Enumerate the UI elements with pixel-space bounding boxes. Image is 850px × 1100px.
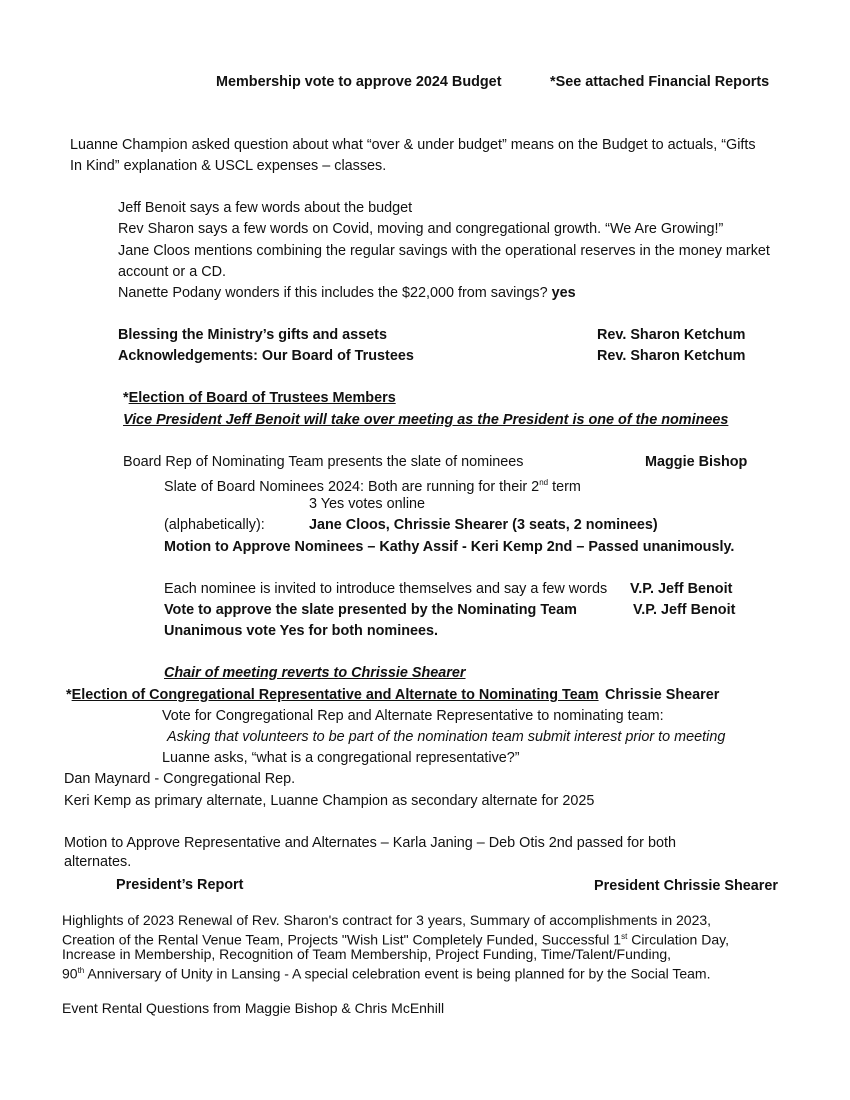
luanne-question: Luanne asks, “what is a congregational representative?”	[162, 750, 520, 766]
document-title: Membership vote to approve 2024 Budget	[216, 74, 502, 90]
budget-comment-sharon: Rev Sharon says a few words on Covid, moving and congregational growth. “We Are Growing!”	[118, 221, 724, 237]
agenda-item-blessing: Blessing the Ministry’s gifts and assets	[118, 327, 387, 343]
nominating-rep-line: Board Rep of Nominating Team presents the slate of nominees	[123, 454, 524, 470]
nominating-rep-name: Maggie Bishop	[645, 454, 748, 470]
slate-vote-line: Vote to approve the slate presented by the Nominating Team	[164, 602, 577, 618]
nominee-intro-line: Each nominee is invited to introduce themselves and say a few words	[164, 581, 608, 597]
slate-line: Slate of Board Nominees 2024: Both are running for their 2nd term	[164, 478, 581, 495]
congregational-rep: Dan Maynard - Congregational Rep.	[64, 771, 296, 787]
rep-election-heading: *Election of Congregational Representative and Alternate to Nominating Team	[66, 687, 599, 703]
presidents-report-heading: President’s Report	[116, 877, 244, 893]
online-votes: 3 Yes votes online	[309, 496, 426, 512]
budget-comment-nanette: Nanette Podany wonders if this includes the $22,000 from savings? yes	[118, 285, 576, 301]
slate-vote-result: Unanimous vote Yes for both nominees.	[164, 623, 439, 639]
agenda-person-acknowledgements: Rev. Sharon Ketchum	[597, 348, 746, 364]
alternates-line: Keri Kemp as primary alternate, Luanne Champion as secondary alternate for 2025	[64, 793, 595, 809]
nominee-intro-person: V.P. Jeff Benoit	[630, 581, 733, 597]
agenda-item-acknowledgements: Acknowledgements: Our Board of Trustees	[118, 348, 414, 364]
alphabetical-label: (alphabetically):	[164, 517, 265, 533]
rep-election-person: Chrissie Shearer	[605, 687, 720, 703]
budget-comment-jane-line-1: Jane Cloos mentions combining the regular savings with the operational reserves in the money market	[118, 243, 770, 259]
rep-vote-line: Vote for Congregational Rep and Alternate Representative to nominating team:	[162, 708, 664, 724]
financial-reports-note: *See attached Financial Reports	[550, 74, 770, 90]
vice-president-note: Vice President Jeff Benoit will take over meeting as the President is one of the nominees	[123, 412, 729, 428]
chair-reverts-note: Chair of meeting reverts to Chrissie Shearer	[164, 665, 466, 681]
rep-motion-line-1: Motion to Approve Representative and Alternates – Karla Janing – Deb Otis 2nd passed for both	[64, 835, 676, 851]
highlights-line-1: Highlights of 2023 Renewal of Rev. Sharon's contract for 3 years, Summary of accomplishments in 2023,	[62, 912, 712, 928]
highlights-line-3: Increase in Membership, Recognition of Team Membership, Project Funding, Time/Talent/Funding,	[62, 946, 672, 962]
budget-question-line-1: Luanne Champion asked question about what “over & under budget” means on the Budget to actuals, “Gifts	[70, 137, 756, 153]
nominee-motion: Motion to Approve Nominees – Kathy Assif - Keri Kemp 2nd – Passed unanimously.	[164, 539, 735, 555]
nominee-list: Jane Cloos, Chrissie Shearer (3 seats, 2 nominees)	[309, 517, 658, 533]
event-rental-questions: Event Rental Questions from Maggie Bishop & Chris McEnhill	[62, 1000, 445, 1016]
budget-question-line-2: In Kind” explanation & USCL expenses – classes.	[70, 158, 387, 174]
highlights-line-4: 90th Anniversary of Unity in Lansing - A special celebration event is being planned for by the Social Team.	[62, 965, 711, 982]
slate-vote-person: V.P. Jeff Benoit	[633, 602, 736, 618]
budget-comment-jane-line-2: account or a CD.	[118, 264, 226, 280]
rep-motion-line-2: alternates.	[64, 854, 132, 870]
volunteer-ask-note: Asking that volunteers to be part of the nomination team submit interest prior to meeting	[167, 729, 726, 745]
agenda-person-blessing: Rev. Sharon Ketchum	[597, 327, 746, 343]
presidents-report-person: President Chrissie Shearer	[594, 878, 778, 894]
budget-answer: yes	[551, 285, 576, 301]
budget-comment-jeff: Jeff Benoit says a few words about the budget	[118, 200, 413, 216]
highlights-line-2: Creation of the Rental Venue Team, Projects "Wish List" Completely Funded, Successful 1st Circulation Day,	[62, 931, 729, 948]
board-election-heading: *Election of Board of Trustees Members	[123, 390, 396, 406]
